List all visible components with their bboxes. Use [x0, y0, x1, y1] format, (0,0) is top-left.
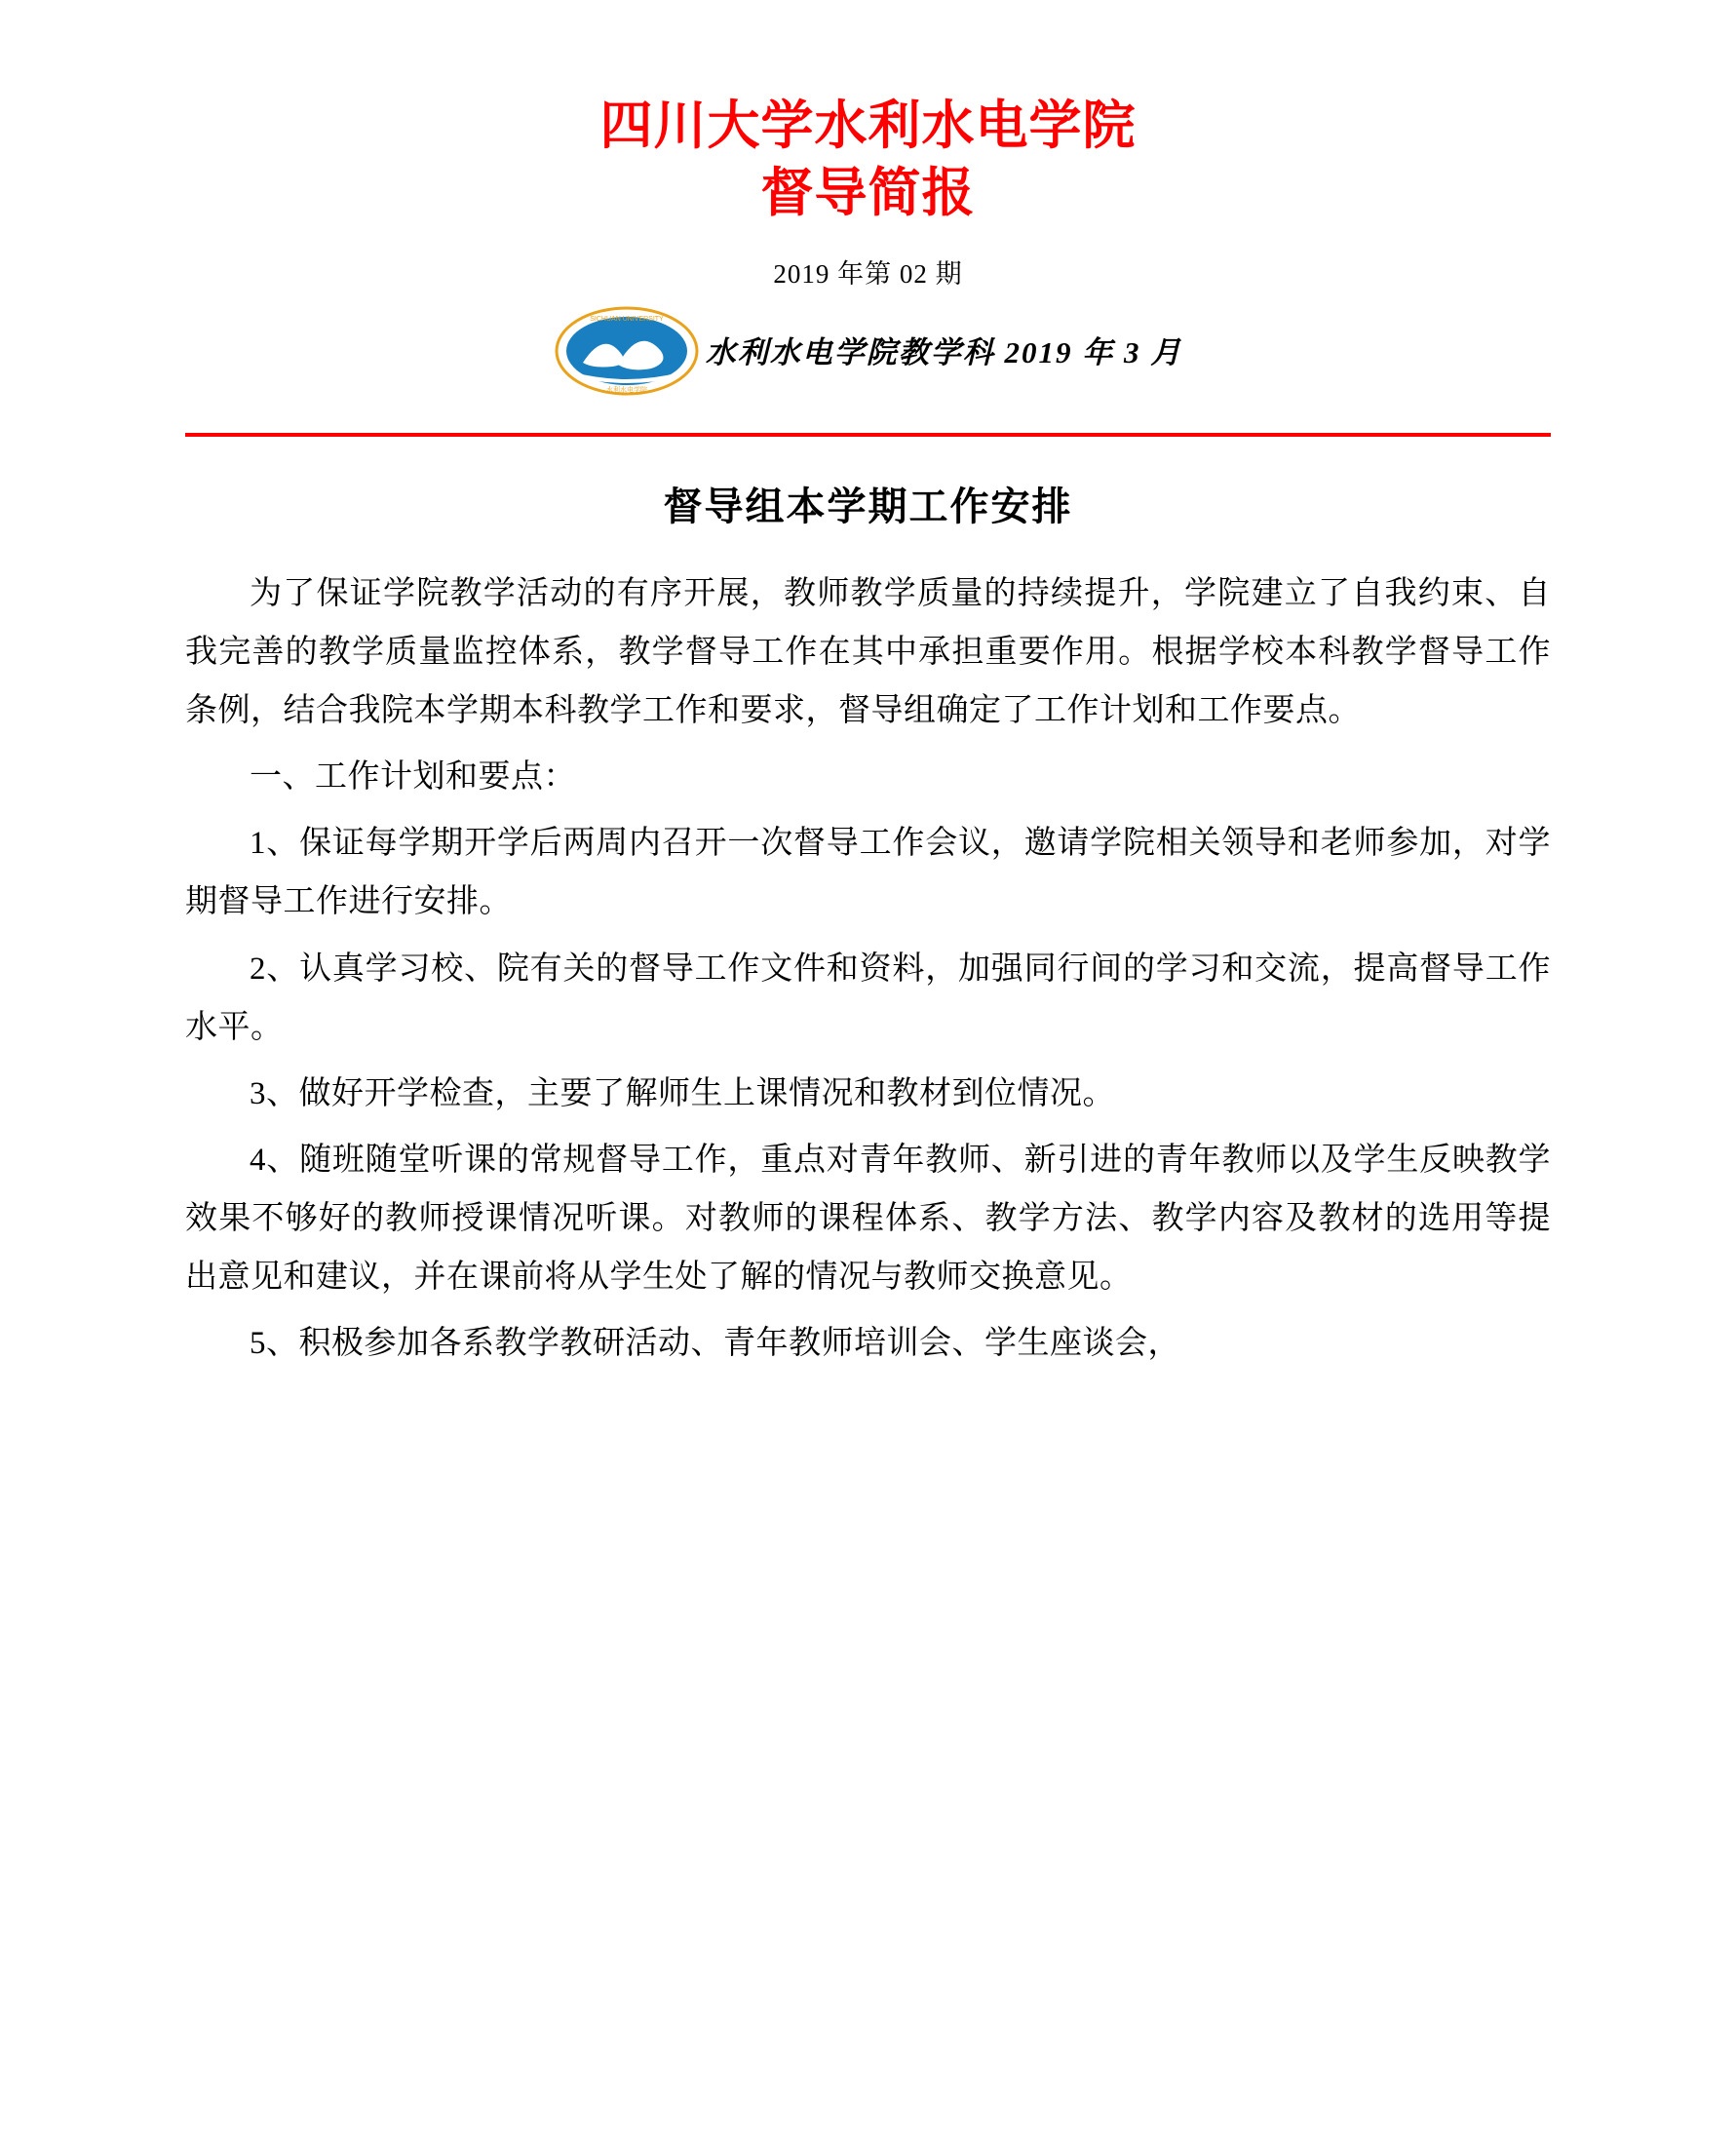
svg-text:水利水电学院: 水利水电学院	[605, 387, 647, 395]
paragraph: 1、保证每学期开学后两周内召开一次督导工作会议，邀请学院相关领导和老师参加，对学期督导工作进行安排。	[185, 826, 1551, 920]
issue-number: 2019 年第 02 期	[773, 259, 963, 290]
masthead	[185, 93, 1551, 398]
department-date-line: 水利水电学院教学科 2019 年 3 月	[705, 334, 1183, 369]
masthead-title-line1: 四川大学水利水电学院	[599, 97, 1137, 155]
school-emblem-icon	[554, 304, 700, 398]
paragraph: 2、认真学习校、院有关的督导工作文件和资料，加强同行间的学习和交流，提高督导工作水平。	[185, 951, 1551, 1045]
masthead-title-line2: 督导简报	[760, 164, 976, 223]
paragraph: 4、随班随堂听课的常规督导工作，重点对青年教师、新引进的青年教师以及学生反映教学效果不够好的教师授课情况听课。对教师的课程体系、教学方法、教学内容及教材的选用等提出意见和建议，并在课前将从学生处了解的情况与教师交换意见。	[185, 1142, 1551, 1295]
document-body	[185, 564, 1551, 1373]
logo-and-department-row	[185, 304, 1551, 398]
document-title: 督导组本学期工作安排	[663, 485, 1073, 529]
paragraph: 一、工作计划和要点：	[250, 759, 576, 796]
svg-text:SICHUAN UNIVERSITY: SICHUAN UNIVERSITY	[590, 316, 664, 324]
paragraph: 3、做好开学检查，主要了解师生上课情况和教材到位情况。	[250, 1075, 1115, 1111]
paragraph: 5、积极参加各系教学教研活动、青年教师培训会、学生座谈会，	[250, 1325, 1180, 1361]
paragraph: 为了保证学院教学活动的有序开展，教师教学质量的持续提升，学院建立了自我约束、自我完善的教学质量监控体系，教学督导工作在其中承担重要作用。根据学校本科教学督导工作条例，结合我院本学期本科教学工作和要求，督导组确定了工作计划和工作要点。	[185, 576, 1551, 729]
red-divider	[185, 433, 1551, 437]
